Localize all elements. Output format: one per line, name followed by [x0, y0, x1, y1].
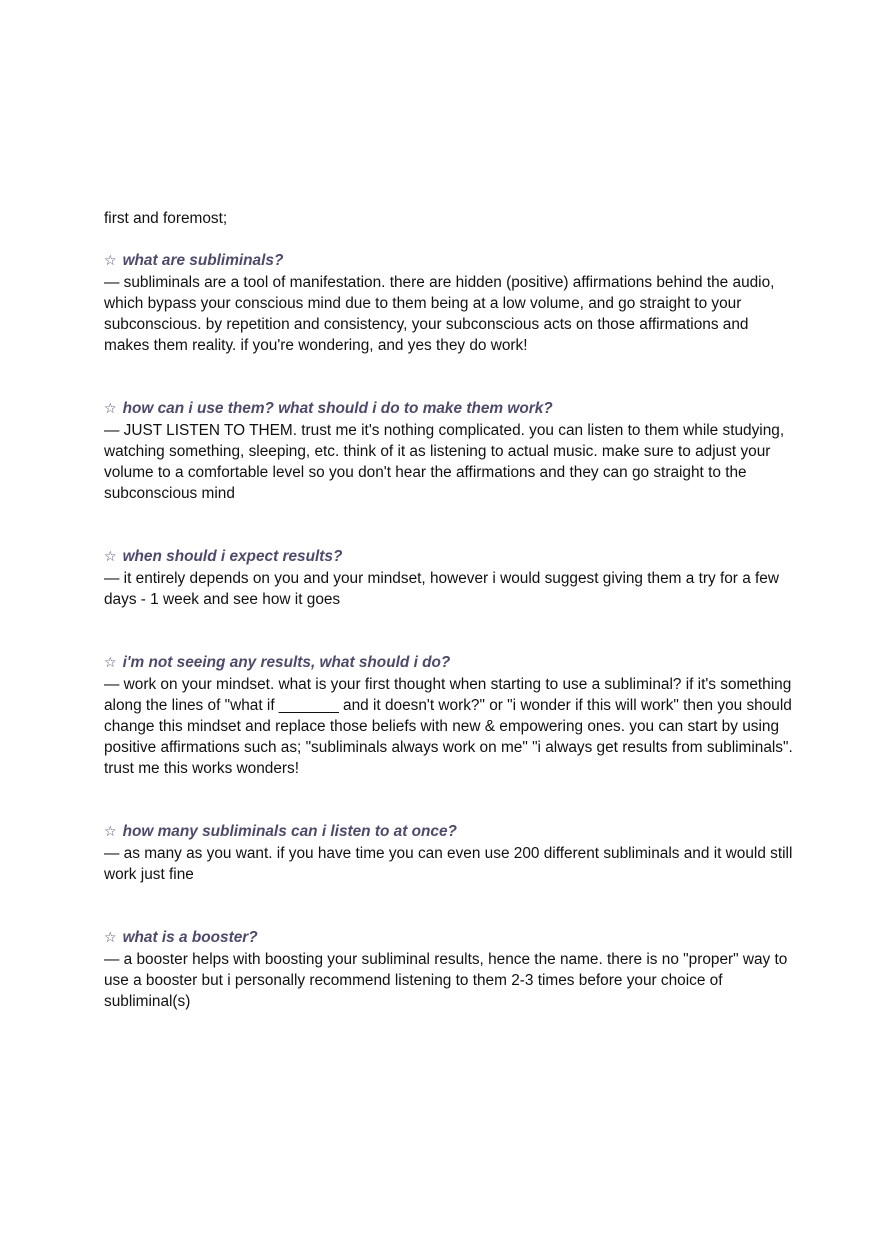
faq-question-text: how can i use them? what should i do to make them work?	[122, 400, 553, 417]
section-spacer	[104, 779, 794, 821]
section-spacer	[104, 504, 794, 546]
faq-question	[104, 821, 794, 843]
faq-question	[104, 250, 794, 272]
star-icon: ☆	[104, 930, 117, 946]
star-icon: ☆	[104, 253, 117, 269]
section-spacer	[104, 356, 794, 398]
faq-question-text: what is a booster?	[122, 929, 258, 946]
faq-answer: — a booster helps with boosting your subliminal results, hence the name. there is no "proper" way to use a booster but i personally recommend listening to them 2-3 times before your choice of subliminal(s)	[104, 951, 788, 1010]
faq-question-text: what are subliminals?	[122, 252, 284, 269]
faq-question-text: i'm not seeing any results, what should i do?	[122, 654, 451, 671]
faq-question	[104, 546, 794, 568]
faq-question-text: how many subliminals can i listen to at once?	[122, 823, 457, 840]
section-spacer	[104, 610, 794, 652]
faq-answer: — work on your mindset. what is your first thought when starting to use a subliminal? if it's something along the lines of "what if _______ and it doesn't work?" or "i wonder if this will work" then you should change this mindset and replace those beliefs with new & empowering ones. you can start by using positive affirmations such as; "subliminals always work on me" "i always get results from subliminals". trust me this works wonders!	[104, 676, 793, 777]
star-icon: ☆	[104, 824, 117, 840]
faq-section-what-are-subliminals	[104, 250, 794, 356]
section-spacer	[104, 885, 794, 927]
faq-answer: — it entirely depends on you and your mindset, however i would suggest giving them a try for a few days - 1 week and see how it goes	[104, 570, 779, 608]
faq-question	[104, 927, 794, 949]
faq-answer: — JUST LISTEN TO THEM. trust me it's nothing complicated. you can listen to them while studying, watching something, sleeping, etc. think of it as listening to actual music. make sure to adjust your volume to a comfortable level so you don't hear the affirmations and they can go straight to the subconscious mind	[104, 422, 785, 502]
star-icon: ☆	[104, 401, 117, 417]
faq-question	[104, 398, 794, 420]
faq-section-expect-results	[104, 546, 794, 610]
faq-question-text: when should i expect results?	[122, 548, 343, 565]
intro-text: first and foremost;	[104, 210, 228, 227]
faq-question	[104, 652, 794, 674]
star-icon: ☆	[104, 655, 117, 671]
faq-section-how-to-use	[104, 398, 794, 504]
faq-section-booster	[104, 927, 794, 1012]
document-body	[104, 208, 794, 1012]
star-icon: ☆	[104, 549, 117, 565]
faq-answer: — as many as you want. if you have time you can even use 200 different subliminals and it would still work just fine	[104, 845, 793, 883]
faq-section-no-results	[104, 652, 794, 779]
faq-section-how-many	[104, 821, 794, 885]
faq-answer: — subliminals are a tool of manifestation. there are hidden (positive) affirmations behind the audio, which bypass your conscious mind due to them being at a low volume, and go straight to your subconscious. by repetition and consistency, your subconscious acts on those affirmations and makes them reality. if you're wondering, and yes they do work!	[104, 274, 775, 354]
